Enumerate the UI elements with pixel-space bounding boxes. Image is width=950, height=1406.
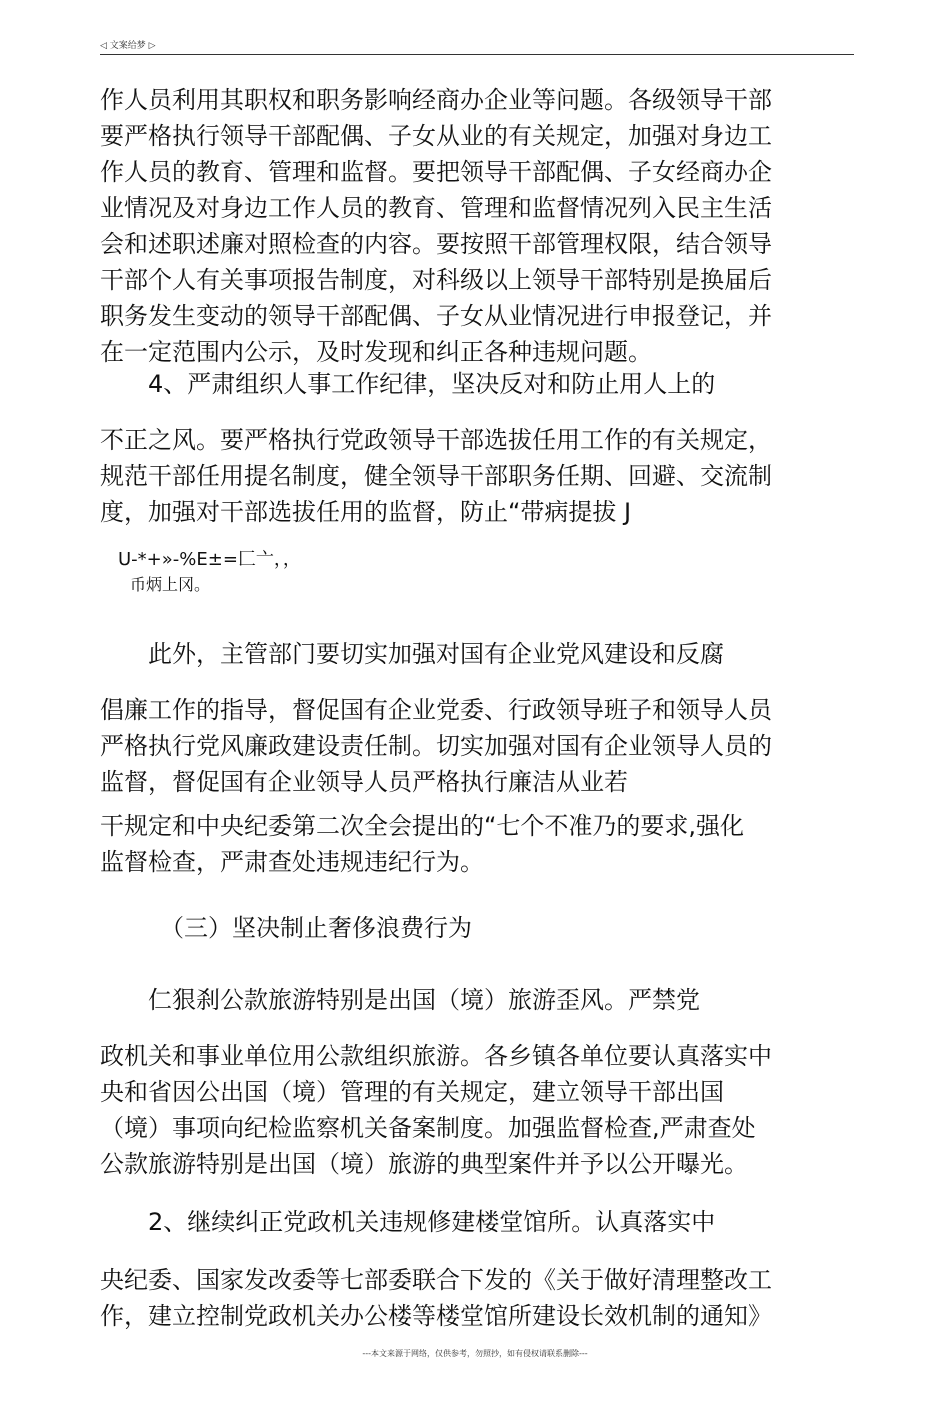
text-line: 公款旅游特别是出国（境）旅游的典型案件并予以公开曝光。 xyxy=(100,1150,748,1178)
paragraph-heading-4 xyxy=(100,366,860,402)
text-line: 职务发生变动的领导干部配偶、子女从业情况进行申报登记，并 xyxy=(100,302,772,330)
text-line: 作，建立控制党政机关办公楼等楼堂馆所建设长效机制的通知》 xyxy=(100,1302,772,1330)
text-line: 干规定和中央纪委第二次全会提出的“七个不准乃的要求,强化 xyxy=(100,812,745,840)
text-line: 作人员的教育、管理和监督。要把领导干部配偶、子女经商办企 xyxy=(100,158,772,186)
text-line: （境）事项向纪检监察机关备案制度。加强监督检查,严肃查处 xyxy=(100,1114,756,1142)
paragraph-indent-7 xyxy=(100,982,860,1018)
text-line: 作人员利用其职权和职务影响经商办企业等问题。各级领导干部 xyxy=(100,86,772,114)
paragraph-8 xyxy=(100,1038,860,1182)
text-line: 倡廉工作的指导，督促国有企业党委、行政领导班子和领导人员 xyxy=(100,696,772,724)
text-line: 央纪委、国家发改委等七部委联合下发的《关于做好清理整改工 xyxy=(100,1266,772,1294)
text-line: 监督检查，严肃查处违规违纪行为。 xyxy=(100,848,484,876)
text-line: 严格执行党风廉政建设责任制。切实加强对国有企业领导人员的 xyxy=(100,732,772,760)
garbled-text-line: U-*+»-%E±=匚亠，， xyxy=(118,549,301,570)
paragraph-indent-9 xyxy=(100,1204,860,1240)
text-line: 会和述职述廉对照检查的内容。要按照干部管理权限，结合领导 xyxy=(100,230,772,258)
garbled-text-line: 币炳上冈。 xyxy=(130,575,211,594)
text-line: 规范干部任用提名制度，健全领导干部职务任期、回避、交流制 xyxy=(100,462,772,490)
paragraph-indent-3 xyxy=(100,636,860,672)
text-line: 在一定范围内公示，及时发现和纠正各种违规问题。 xyxy=(100,338,652,366)
paragraph-5 xyxy=(100,808,860,880)
header-text: ◁ 文案给梦 ▷ xyxy=(100,41,156,51)
text-line: 干部个人有关事项报告制度，对科级以上领导干部特别是换届后 xyxy=(100,266,772,294)
page-footer: ---本文来源于网络，仅供参考，勿照抄，如有侵权请联系删除--- xyxy=(362,1349,588,1358)
text-line: 度，加强对干部选拔任用的监督，防止“带病提拔 J xyxy=(100,498,632,526)
text-line: 4、严肃组织人事工作纪律，坚决反对和防止用人上的 xyxy=(100,370,716,398)
text-line: 政机关和事业单位用公款组织旅游。各乡镇各单位要认真落实中 xyxy=(100,1042,772,1070)
text-line: 监督，督促国有企业领导人员严格执行廉洁从业若 xyxy=(100,768,628,796)
paragraph-10 xyxy=(100,1262,860,1334)
paragraph-1 xyxy=(100,82,860,370)
text-line: 要严格执行领导干部配偶、子女从业的有关规定，加强对身边工 xyxy=(100,122,772,150)
paragraph-4 xyxy=(100,692,860,800)
text-line: 不正之风。要严格执行党政领导干部选拔任用工作的有关规定， xyxy=(100,426,772,454)
text-line: 仁狠刹公款旅游特别是出国（境）旅游歪风。严禁党 xyxy=(100,986,700,1014)
text-line: 业情况及对身边工作人员的教育、管理和监督情况列入民主生活 xyxy=(100,194,772,222)
paragraph-2 xyxy=(100,422,860,530)
text-line: 此外，主管部门要切实加强对国有企业党风建设和反腐 xyxy=(100,640,724,668)
text-line: （三）坚决制止奢侈浪费行为 xyxy=(100,914,472,942)
section-heading xyxy=(100,910,860,946)
text-line: 2、继续纠正党政机关违规修建楼堂馆所。认真落实中 xyxy=(100,1208,716,1236)
page-header xyxy=(100,40,854,55)
text-line: 央和省因公出国（境）管理的有关规定，建立领导干部出国 xyxy=(100,1078,724,1106)
